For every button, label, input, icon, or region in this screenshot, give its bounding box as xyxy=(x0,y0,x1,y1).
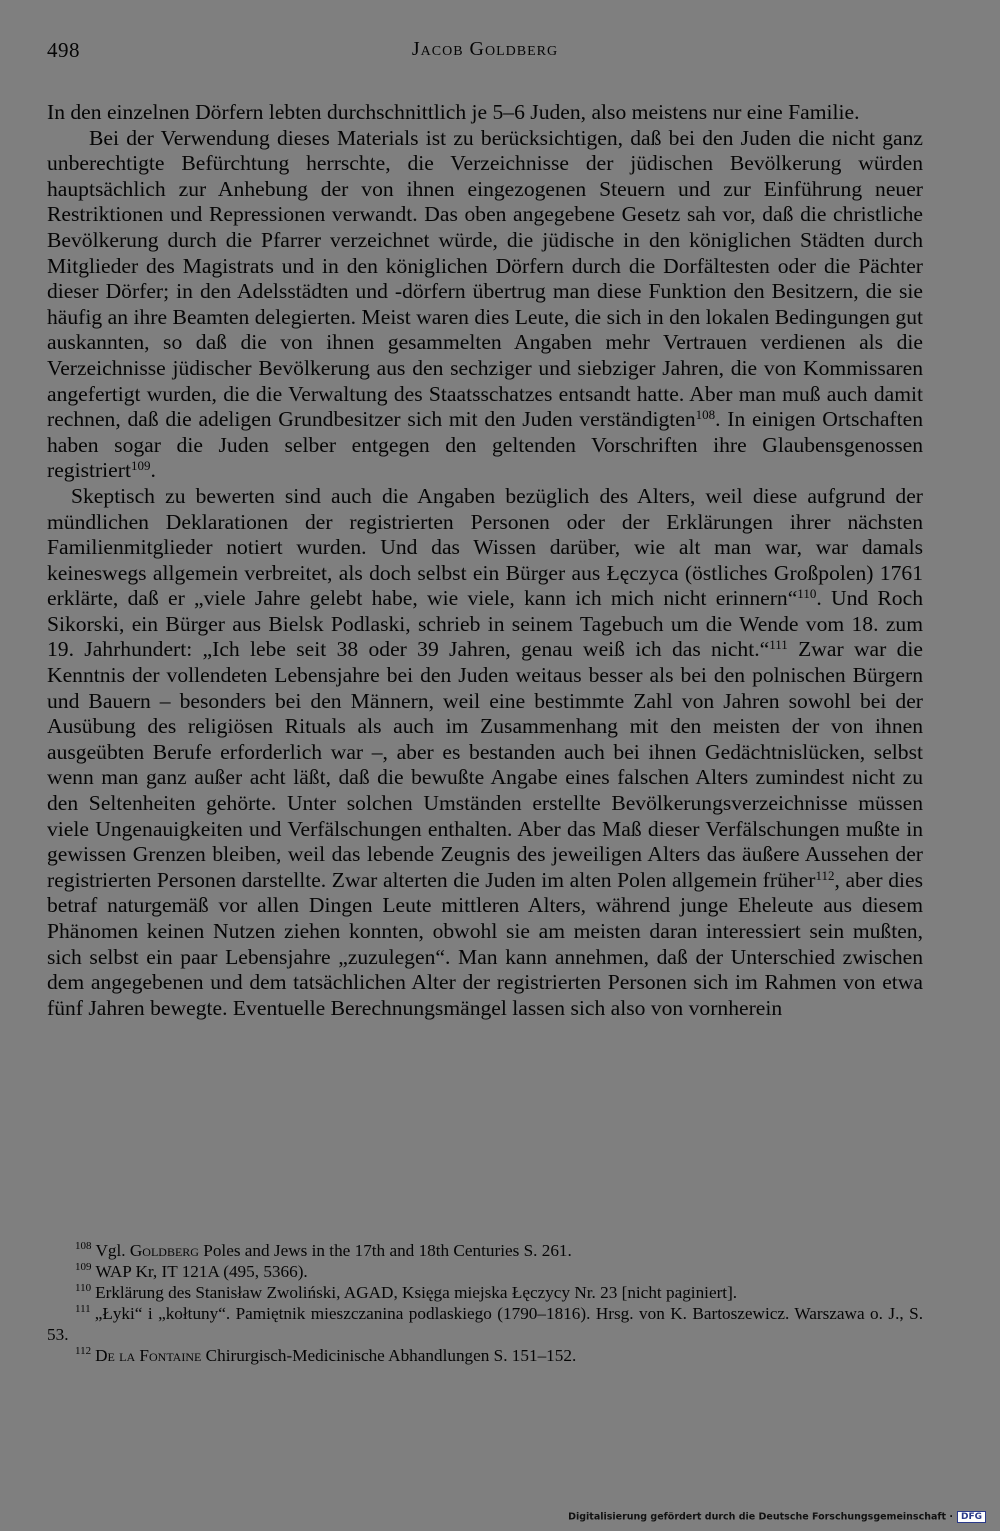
paragraph-3 xyxy=(47,484,923,1021)
footnote-109 xyxy=(47,1261,923,1282)
paragraph-3-part-a: Skeptisch zu bewerten sind auch die Angaben bezüglich des Alters, weil diese aufgrund der mündlichen Deklarationen der registrierten Personen oder der Erklärungen ihrer nächsten Familienmitglieder notiert wurden. Und das Wissen darüber, wie alt man war, war damals keineswegs allgemein verbreitet, als doch selbst ein Bürger aus Łęczyca (östliches Großpolen) 1761 erklärte, daß er „viele Jahre gelebt habe, wie viele, kann ich mich nicht erinnern“ xyxy=(47,483,923,611)
banner-text: Digitalisierung gefördert durch die Deutsche Forschungsgemeinschaft · xyxy=(568,1511,953,1523)
footnote-111 xyxy=(47,1303,923,1345)
footnote-text: Poles and Jews in the 17th and 18th Centuries S. 261. xyxy=(198,1241,572,1260)
paragraph-3-part-b: . Und Roch Sikorski, ein Bürger aus Bielsk Podlaski, schrieb in seinem Tagebuch um die Wende vom 18. zum 19. Jahrhundert: „Ich lebe seit 38 oder 39 Jahren, genau weiß ich das nicht.“ xyxy=(47,586,923,662)
paragraph-3-part-c: Zwar war die Kenntnis der vollendeten Lebensjahre bei den Juden weitaus besser als bei den polnischen Bürgern und Bauern – besonders bei den Männern, weil eine bestimmte Zahl von Jahren sowohl bei der Ausübung des religiösen Rituals als auch im Zusammenhang mit den meisten der von ihnen ausgeübten Berufe erforderlich war –, aber es bestanden auch bei ihnen Gedächtnislücken, selbst wenn man ganz außer acht läßt, daß die bewußte Angabe eines falschen Alters zumindest nicht zu den Seltenheiten gehörte. Unter solchen Umständen erstellte Bevölkerungsverzeichnisse müssen viele Ungenauigkeiten und Verfälschungen enthalten. Aber das Maß dieser Verfälschungen mußte in gewissen Grenzen bleiben, weil das lebende Zeugnis des jeweiligen Alters das äußere Aussehen der registrierten Personen darstellte. Zwar alterten die Juden im alten Polen allgemein früher xyxy=(47,637,923,892)
footnote-ref-111[interactable]: 111 xyxy=(769,637,788,653)
footnote-text: Vgl. xyxy=(95,1241,130,1260)
footnote-ref-110[interactable]: 110 xyxy=(797,586,817,602)
footnote-number: 111 xyxy=(75,1303,91,1316)
footnote-text: „Łyki“ i „kołtuny“. Pamiętnik mieszczanina podlaskiego (1790–1816). Hrsg. von K. Bartoszewicz. Warszawa o. J., S. 53. xyxy=(47,1304,923,1344)
running-head: Jacob Goldberg xyxy=(411,38,559,60)
footnote-text: Erklärung des Stanisław Zwoliński, AGAD, Księga miejska Łęczycy Nr. 23 [nicht paginiert]. xyxy=(95,1283,738,1302)
paragraph-2 xyxy=(47,126,923,484)
dfg-logo-icon: DFG xyxy=(957,1511,986,1523)
paragraph-1: In den einzelnen Dörfern lebten durchschnittlich je 5–6 Juden, also meistens nur eine Familie. xyxy=(47,100,860,124)
footnote-ref-108[interactable]: 108 xyxy=(695,406,716,422)
footnote-number: 110 xyxy=(75,1282,92,1295)
footnote-author: Goldberg xyxy=(129,1241,199,1260)
paragraph-2-part-b: . In einigen Ortschaften haben sogar die Juden selber entgegen den geltenden Vorschriften ihre Glaubensgenossen registriert xyxy=(47,407,923,483)
body-text xyxy=(47,100,923,1021)
footnotes xyxy=(47,1240,923,1366)
paragraph-2-part-a: Bei der Verwendung dieses Materials ist zu berücksichtigen, daß bei den Juden die nicht ganz unberechtigte Befürchtung herrschte, die Verzeichnisse der jüdischen Bevölkerung würden hauptsächlich zur Anhebung der von ihnen eingezogenen Steuern und zur Einführung neuer Restriktionen und Repressionen verwandt. Das oben angegebene Gesetz sah vor, daß die christliche Bevölkerung durch die Pfarrer verzeichnet würde, die jüdische in den königlichen Städten durch Mitglieder des Magistrats und in den königlichen Dörfern durch die Dorfältesten oder die Pächter dieser Dörfer; in den Adelsstädten und -dörfern übertrug man diese Funktion den Besitzern, die sie häufig an ihre Beamten delegierten. Meist waren dies Leute, die sich in den lokalen Bedingungen gut auskannten, so daß die von ihnen gesammelten Angaben mehr Vertrauen verdienen als die Verzeichnisse jüdischer Bevölkerung aus den sechziger und siebziger Jahren, die von Kommissaren angefertigt wurden, die die Verwaltung des Staatsschatzes entsandt hatte. Aber man muß auch damit rechnen, daß die adeligen Grundbesitzer sich mit den Juden verständigten xyxy=(47,125,923,432)
footnote-108 xyxy=(47,1240,923,1261)
footnote-text: WAP Kr, IT 121A (495, 5366). xyxy=(95,1262,308,1281)
paragraph-2-part-c: . xyxy=(150,458,156,483)
footnote-112 xyxy=(47,1345,923,1366)
footnote-author: De la Fontaine xyxy=(95,1346,202,1365)
footnote-ref-112[interactable]: 112 xyxy=(815,867,835,883)
footnote-text: Chirurgisch-Medicinische Abhandlungen S. 151–152. xyxy=(201,1346,577,1365)
paragraph-3-part-d: , aber dies betraf naturgemäß vor allen Dingen Leute mittleren Alters, während junge Eheleute aus diesem Phänomen keinen Nutzen ziehen konnten, obwohl sie am meisten daran interessiert sein mußten, sich selbst ein paar Lebensjahre „zuzulegen“. Man kann annehmen, daß der Unterschied zwischen dem angegebenen und dem tatsächlichen Alter der registrierten Personen sich im Rahmen von etwa fünf Jahren bewegte. Eventuelle Berechnungsmängel lassen sich also von vornherein xyxy=(47,867,923,1020)
footnote-number: 112 xyxy=(75,1345,92,1358)
footnote-number: 109 xyxy=(75,1261,92,1274)
footnote-number: 108 xyxy=(75,1240,92,1253)
footnote-110 xyxy=(47,1282,923,1303)
page-header xyxy=(47,38,923,68)
digitization-banner xyxy=(568,1511,986,1523)
page-number: 498 xyxy=(47,38,80,62)
footnote-ref-109[interactable]: 109 xyxy=(130,458,151,474)
